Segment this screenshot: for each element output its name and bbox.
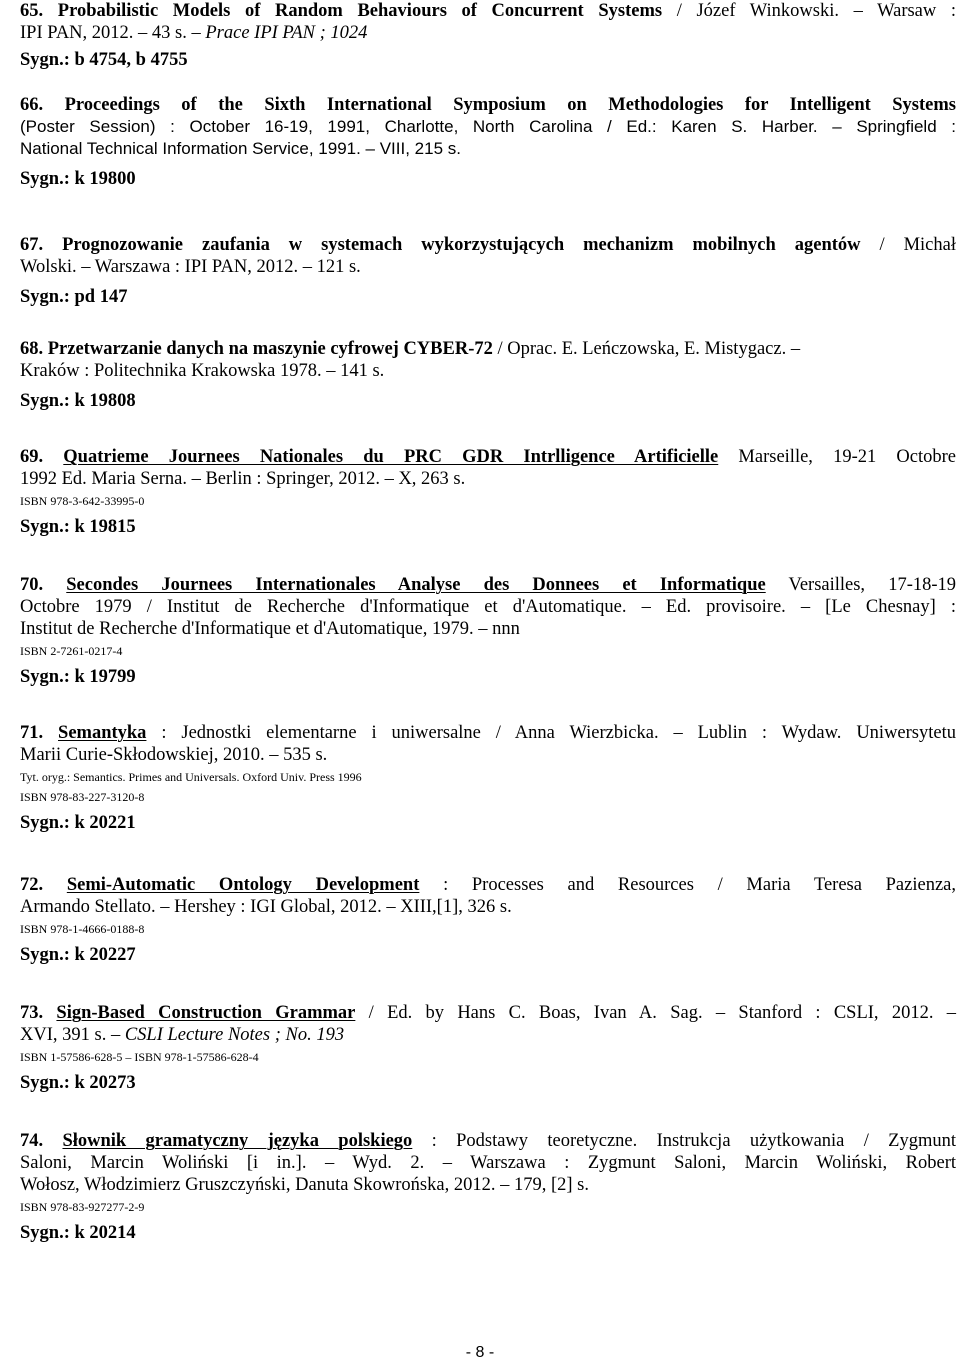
entry-73 [20, 1002, 956, 1094]
entry-text: Marseille, 19-21 Octobre [718, 447, 956, 467]
shelfmark [20, 516, 956, 538]
entry-text: / Józef Winkowski. – Warsaw : [662, 1, 957, 21]
entry-title: 68. Przetwarzanie danych na maszynie cyfrowej CYBER-72 [20, 339, 493, 359]
entry-71 [20, 722, 956, 834]
entry-title: Probabilistic Models of Random Behaviours of Concurrent Systems [57, 1, 663, 21]
entry-line [20, 1002, 956, 1024]
entry-text: IPI PAN, 2012. – 43 s. – [20, 23, 206, 43]
shelfmark-label: Sygn.: [20, 1073, 70, 1093]
isbn: ISBN 2-7261-0217-4 [20, 644, 123, 658]
entry-line [20, 338, 956, 360]
entry-title: Quatrieme Journees Nationales du PRC GDR Intrlligence Artificielle [63, 447, 719, 467]
shelfmark-value: pd 147 [74, 287, 128, 307]
shelfmark-value: b 4754, b 4755 [74, 50, 188, 70]
entry-text: Wolski. – Warszawa : IPI PAN, 2012. – 121 s. [20, 257, 361, 277]
isbn: ISBN 978-83-227-3120-8 [20, 790, 145, 804]
entry-title: Semi-Automatic Ontology Development [66, 875, 420, 895]
entry-title: Sign-Based Construction Grammar [56, 1003, 356, 1023]
entry-text: Armando Stellato. – Hershey : IGI Global, 2012. – XIII,[1], 326 s. [20, 897, 512, 917]
entry-text: / Oprac. E. Leńczowska, E. Mistygacz. – [492, 339, 801, 359]
entry-number: 72. [20, 875, 67, 895]
entry-line [20, 874, 956, 896]
shelfmark-value: k 19815 [74, 517, 136, 537]
shelfmark-label: Sygn.: [20, 169, 70, 189]
shelfmark [20, 1222, 956, 1244]
shelfmark-label: Sygn.: [20, 391, 70, 411]
series-title: CSLI Lecture Notes ; No. 193 [124, 1025, 345, 1045]
entry-66 [20, 94, 956, 190]
shelfmark-value: k 19799 [74, 667, 136, 687]
isbn: ISBN 1-57586-628-5 – ISBN 978-1-57586-628-4 [20, 1050, 259, 1064]
entry-text: National Technical Information Service, 1991. – VIII, 215 s. [20, 139, 461, 158]
entry-text: Versailles, 17-18-19 [765, 575, 957, 595]
entry-text: : Podstawy teoretyczne. Instrukcja użytkowania / Zygmunt [412, 1131, 956, 1151]
entry-number: 71. [20, 723, 59, 743]
entry-line [20, 22, 956, 44]
shelfmark-label: Sygn.: [20, 287, 70, 307]
entry-title: Semantyka [58, 723, 147, 743]
shelfmark [20, 944, 956, 966]
shelfmark-label: Sygn.: [20, 945, 70, 965]
shelfmark-label: Sygn.: [20, 1223, 70, 1243]
shelfmark [20, 286, 956, 308]
entry-number: 70. [20, 575, 67, 595]
shelfmark [20, 812, 956, 834]
entry-title: 66. Proceedings of the Sixth International Symposium on Methodologies for Intelligent Systems [20, 95, 956, 115]
shelfmark-value: k 19808 [74, 391, 136, 411]
entry-text: Marii Curie-Skłodowskiej, 2010. – 535 s. [20, 745, 328, 765]
entry-text: (Poster Session) : October 16-19, 1991, Charlotte, North Carolina / Ed.: Karen S. Harber. – Springfield : [20, 117, 956, 136]
shelfmark [20, 1072, 956, 1094]
series-title: Prace IPI PAN ; 1024 [205, 23, 368, 43]
shelfmark-label: Sygn.: [20, 667, 70, 687]
entry-text: Saloni, Marcin Woliński [i in.]. – Wyd. 2. – Warszawa : Zygmunt Saloni, Marcin Woliński, Robert [20, 1153, 956, 1173]
entry-line [20, 1024, 956, 1046]
shelfmark-value: k 20221 [74, 813, 136, 833]
entry-number: 74. [20, 1131, 63, 1151]
entry-72 [20, 874, 956, 966]
isbn: ISBN 978-3-642-33995-0 [20, 494, 145, 508]
shelfmark [20, 390, 956, 412]
shelfmark [20, 666, 956, 688]
entry-67 [20, 234, 956, 308]
entry-number: 73. [20, 1003, 57, 1023]
page-number: - 8 - [465, 1344, 495, 1361]
entry-text: / Michał [860, 235, 956, 255]
isbn: ISBN 978-83-927277-2-9 [20, 1200, 145, 1214]
original-title-note: Tyt. oryg.: Semantics. Primes and Universals. Oxford Univ. Press 1996 [20, 770, 362, 784]
entry-line [20, 446, 956, 468]
entry-text: : Jednostki elementarne i uniwersalne / Anna Wierzbicka. – Lublin : Wydaw. Uniwersytetu [146, 723, 956, 743]
shelfmark-value: k 19800 [74, 169, 136, 189]
entry-68 [20, 338, 956, 412]
entry-74 [20, 1130, 956, 1244]
entry-text: Wołosz, Włodzimierz Gruszczyński, Danuta Skowrońska, 2012. – 179, [2] s. [20, 1175, 589, 1195]
entry-title: 67. Prognozowanie zaufania w systemach wykorzystujących mechanizm mobilnych agentów [20, 235, 861, 255]
entry-text: / Ed. by Hans C. Boas, Ivan A. Sag. – Stanford : CSLI, 2012. – [355, 1003, 956, 1023]
entry-text: Institut de Recherche d'Informatique et d'Automatique, 1979. – nnn [20, 619, 520, 639]
entry-69 [20, 446, 956, 538]
entry-number: 69. [20, 447, 64, 467]
shelfmark-value: k 20227 [74, 945, 136, 965]
entry-line [20, 234, 956, 256]
shelfmark-label: Sygn.: [20, 50, 70, 70]
entry-number: 65. [20, 1, 44, 21]
entry-line [20, 574, 956, 596]
shelfmark-value: k 20273 [74, 1073, 136, 1093]
entry-line [20, 1130, 956, 1152]
entry-text: XVI, 391 s. – [20, 1025, 125, 1045]
shelfmark-label: Sygn.: [20, 813, 70, 833]
entry-65 [20, 0, 956, 71]
entry-line [20, 722, 956, 744]
entry-text: 1992 Ed. Maria Serna. – Berlin : Springer, 2012. – X, 263 s. [20, 469, 466, 489]
shelfmark [20, 49, 956, 71]
entry-title: Secondes Journees Internationales Analyse des Donnees et Informatique [66, 575, 766, 595]
entry-text: Kraków : Politechnika Krakowska 1978. – 141 s. [20, 361, 385, 381]
entry-text: : Processes and Resources / Maria Teresa Pazienza, [419, 875, 957, 895]
entry-line [20, 0, 956, 22]
shelfmark-label: Sygn.: [20, 517, 70, 537]
entry-title: Słownik gramatyczny języka polskiego [62, 1131, 413, 1151]
entry-70 [20, 574, 956, 688]
shelfmark-value: k 20214 [74, 1223, 136, 1243]
isbn: ISBN 978-1-4666-0188-8 [20, 922, 145, 936]
shelfmark [20, 168, 956, 190]
entry-text: Octobre 1979 / Institut de Recherche d'Informatique et d'Automatique. – Ed. provisoire. – [Le Chesnay] : [20, 597, 956, 617]
